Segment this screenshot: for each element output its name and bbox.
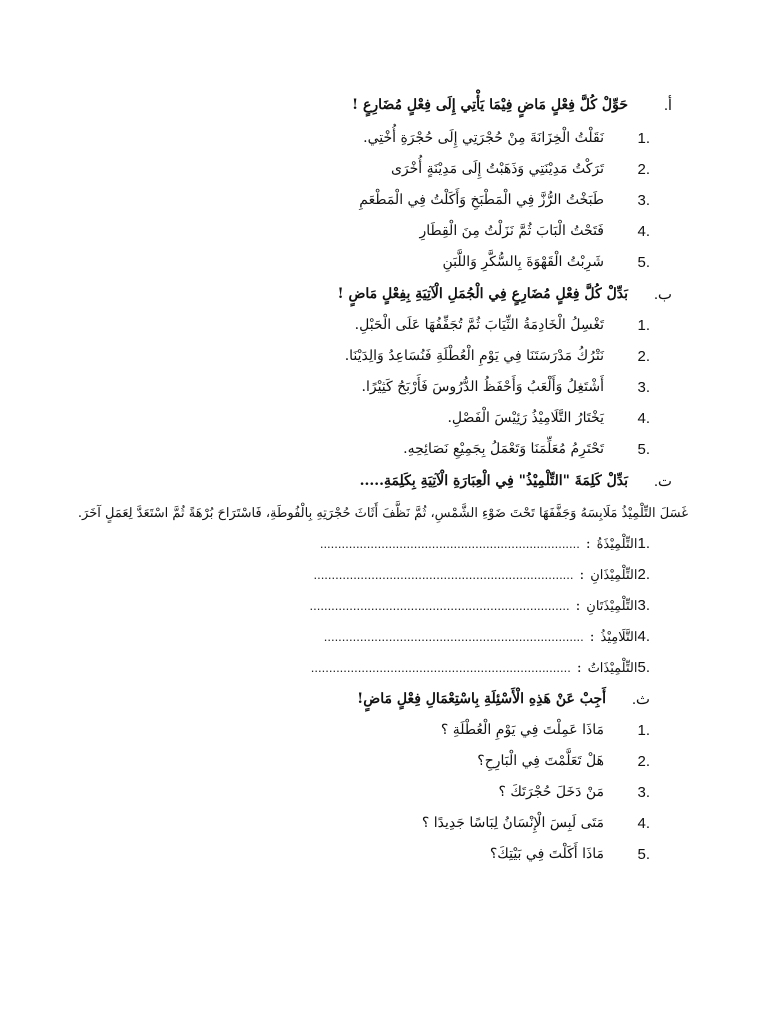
section-a-item-5 [442, 248, 650, 276]
item-number: 1. [637, 129, 650, 147]
item-text: تَرَكْتُ مَدِيْنَتِي وَذَهَبْتُ إِلَى مَدِيْنَةٍ أُخْرَى [390, 161, 604, 177]
section-a-item-4 [419, 217, 650, 245]
section-b-item-5 [403, 435, 650, 463]
item-number: 5. [637, 253, 650, 271]
item-number: 3. [637, 378, 650, 396]
fill-word: التِّلْمِيْذَتَانِ [586, 599, 638, 614]
item-text: يَخْتَارُ التَّلَامِيْذُ رَئِيْسَ الْفَصْلِ. [447, 410, 604, 426]
section-a-item-2 [391, 155, 650, 183]
fill-word: التِّلْمِيْذَاتُ [587, 661, 638, 676]
item-text: أَشْتَغِلُ وَأَلْعَبُ وَأَحْفَظُ الدُّرُوسَ فَأَرْبَحُ كَثِيْرًا. [361, 379, 604, 395]
section-b-letter: ب. [654, 286, 672, 303]
section-th-item-1 [441, 716, 650, 744]
fill-number: 2. [637, 566, 650, 583]
fill-colon: : [575, 598, 581, 614]
section-th-item-2 [477, 747, 650, 775]
section-th-item-3 [498, 778, 650, 806]
section-th-item-5 [490, 840, 650, 868]
item-number: 1. [637, 721, 650, 739]
item-text: نَتْرُكُ مَدْرَسَتَنَا فِي يَوْمِ الْعُطْلَةِ فَنُسَاعِدُ وَالِدَيْنَا. [344, 348, 604, 364]
item-text: نَقَلْتُ الْخِزَانَةَ مِنْ حُجْرَتِي إِلَى حُجْرَةِ أُخْتِي. [363, 130, 604, 146]
answer-blank[interactable]: ........................................................................ [310, 660, 571, 675]
answer-blank[interactable]: ........................................................................ [309, 598, 570, 613]
item-number: 2. [637, 347, 650, 365]
item-number: 3. [637, 191, 650, 209]
fill-word: التَّلَامِيْذُ [600, 630, 638, 645]
item-number: 1. [637, 316, 650, 334]
fill-word: التِّلْمِيْذَانِ [590, 568, 638, 583]
item-number: 5. [637, 845, 650, 863]
section-b-item-2 [345, 342, 650, 370]
answer-blank[interactable]: ........................................................................ [319, 536, 580, 551]
item-number: 4. [637, 222, 650, 240]
item-text: مَنْ دَخَلَ حُجْرَتَكَ ؟ [498, 784, 604, 800]
fill-row-2 [313, 560, 650, 588]
fill-word: التِّلْمِيْذَةُ [596, 537, 638, 552]
section-b-instruction: بَدِّلْ كُلَّ فِعْلٍ مُضَارِعٍ فِي الْجُمَلِ الْآتِيَةِ بِفِعْلٍ مَاضٍ ! [337, 286, 628, 302]
section-b-item-4 [447, 404, 650, 432]
fill-number: 5. [637, 659, 650, 676]
item-text: فَتَحْتُ الْبَابَ ثُمَّ نَزَلْتُ مِنَ الْقِطَارِ [419, 223, 604, 239]
fill-number: 4. [637, 628, 650, 645]
section-b-item-3 [362, 373, 651, 401]
fill-number: 1. [637, 535, 650, 552]
item-text: تَغْسِلُ الْخَادِمَةُ الثِّيَابَ ثُمَّ تُجَفِّفُهَا عَلَى الْحَبْلِ. [354, 317, 604, 333]
answer-blank[interactable]: ........................................................................ [323, 629, 584, 644]
fill-number: 3. [637, 597, 650, 614]
section-b-item-1 [355, 311, 650, 339]
section-th-letter: ث. [632, 691, 650, 708]
section-th-heading [357, 685, 650, 713]
section-a-letter: أ. [664, 97, 672, 114]
item-number: 2. [637, 160, 650, 178]
item-text: طَبَخْتُ الرُّزَّ فِي الْمَطْبَخِ وَأَكَلْتُ فِي الْمَطْعَمِ [359, 192, 604, 208]
fill-colon: : [585, 536, 591, 552]
answer-blank[interactable]: ........................................................................ [313, 567, 574, 582]
fill-colon: : [576, 660, 582, 676]
fill-colon: : [579, 567, 585, 583]
section-a-instruction: حَوِّلْ كُلَّ فِعْلٍ مَاضٍ فِيْمَا يَأْتِي إِلَى فِعْلٍ مُضَارِعٍ ! [352, 97, 628, 113]
section-t-instruction: بَدِّلْ كَلِمَةَ "التِّلْمِيْذُ" فِي الْعِبَارَةِ الْآتِيَةِ بِكَلِمَةِ..... [359, 473, 628, 489]
section-a-item-3 [359, 186, 650, 214]
section-th-item-4 [422, 809, 650, 837]
section-a-heading [352, 91, 672, 119]
item-text: تَحْتَرِمُ مُعَلِّمَنَا وَتَعْمَلُ بِجَمِيْعِ نَصَائِحِهِ. [403, 441, 604, 457]
item-text: مَتَى لَبِسَ الْإِنْسَانُ لِبَاسًا جَدِيدًا ؟ [421, 815, 604, 831]
fill-row-3 [310, 591, 650, 619]
fill-row-1 [320, 529, 650, 557]
source-paragraph: غَسَلَ التِّلْمِيْذُ مَلَابِسَهُ وَجَفَّفَهَا تَحْتَ ضَوْءِ الشَّمْسِ، ثُمَّ نَظَّفَ أَثَاثَ حُجْرَتِهِ بِالْفُوطَةِ، فَاسْتَرَاحَ بُرْهَةً ثُمَّ اسْتَعَدَّ لِعَمَلٍ آخَرَ. [78, 506, 688, 521]
item-number: 3. [637, 783, 650, 801]
item-number: 4. [637, 409, 650, 427]
fill-colon: : [589, 629, 595, 645]
section-a-item-1 [363, 124, 650, 152]
section-t-heading [360, 467, 672, 495]
section-th-instruction: أَجِبْ عَنْ هَذِهِ الْأَسْئِلَةِ بِاسْتِعْمَالِ فِعْلٍ مَاضٍ! [357, 691, 606, 707]
item-number: 2. [637, 752, 650, 770]
item-text: مَاذَا أَكَلْتَ فِي بَيْتِكَ؟ [489, 846, 604, 862]
section-b-heading [337, 280, 672, 308]
item-text: مَاذَا عَمِلْتَ فِي يَوْمِ الْعُطْلَةِ ؟ [440, 722, 604, 738]
item-number: 4. [637, 814, 650, 832]
item-text: شَرِبْتُ الْقَهْوَةَ بِالسُّكَّرِ وَاللَّبَنِ [442, 254, 604, 270]
fill-row-4 [324, 622, 650, 650]
item-text: هَلْ تَعَلَّمْتَ فِي الْبَارِحِ؟ [477, 753, 604, 769]
section-t-letter: ت. [654, 473, 672, 490]
item-number: 5. [637, 440, 650, 458]
fill-row-5 [311, 653, 650, 681]
